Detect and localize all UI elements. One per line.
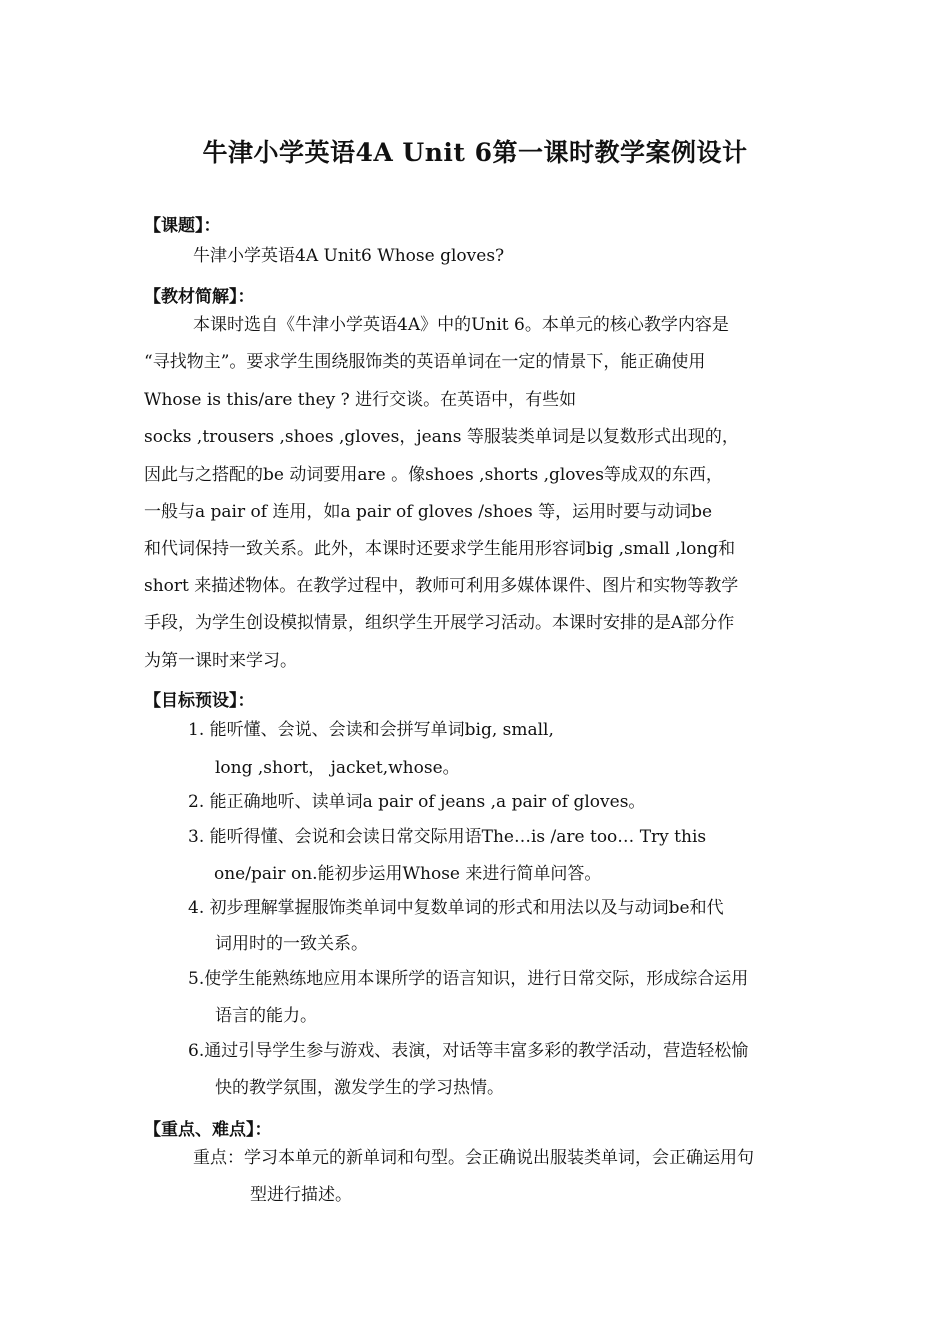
material-line: Whose is this/are they ? 进行交谈。在英语中，有些如 [144,390,577,410]
page-title: 牛津小学英语4A Unit 6第一课时教学案例设计 [202,138,748,167]
material-line: 手段，为学生创设模拟情景，组织学生开展学习活动。本课时安排的是A部分作 [144,613,735,633]
keypoint-line: 重点：学习本单元的新单词和句型。会正确说出服装类单词，会正确运用句 [193,1148,754,1168]
goal-item-continuation: 语言的能力。 [215,1006,317,1026]
goal-item-continuation: one/pair on.能初步运用Whose 来进行简单问答。 [214,864,602,884]
material-line: socks ,trousers ,shoes ,gloves，jeans 等服装类单词是以复数形式出现的， [144,427,739,447]
material-line: 本课时选自《牛津小学英语4A》中的Unit 6。本单元的核心教学内容是 [193,315,729,335]
goal-item: 3. 能听得懂、会说和会读日常交际用语The…is /are too… Try this [188,827,707,847]
goal-item: 4. 初步理解掌握服饰类单词中复数单词的形式和用法以及与动词be和代 [188,898,724,918]
keypoint-line-continuation: 型进行描述。 [250,1185,352,1205]
section-heading-topic: 【课题】： [144,216,221,236]
topic-text: 牛津小学英语4A Unit6 Whose gloves? [193,246,505,266]
material-line: short 来描述物体。在教学过程中，教师可利用多媒体课件、图片和实物等教学 [144,576,739,596]
section-heading-material: 【教材简解】： [144,287,255,307]
goal-item: 6.通过引导学生参与游戏、表演，对话等丰富多彩的教学活动，营造轻松愉 [188,1041,749,1061]
goal-item-continuation: 词用时的一致关系。 [215,934,368,954]
goal-item: 1. 能听懂、会说、会读和会拼写单词big, small, [188,720,554,740]
goal-item: 5.使学生能熟练地应用本课所学的语言知识，进行日常交际，形成综合运用 [188,969,749,989]
material-line: 一般与a pair of 连用，如a pair of gloves /shoes 等，运用时要与动词be [144,502,713,522]
material-line: 和代词保持一致关系。此外，本课时还要求学生能用形容词big ,small ,long和 [144,539,736,559]
material-line: 为第一课时来学习。 [144,651,297,671]
goal-item: 2. 能正确地听、读单词a pair of jeans ,a pair of gloves。 [188,792,646,812]
section-heading-keypoints: 【重点、难点】： [144,1120,272,1140]
section-heading-goals: 【目标预设】： [144,691,255,711]
goal-item-continuation: 快的教学氛围，激发学生的学习热情。 [215,1078,504,1098]
goal-item-continuation: long ,short， jacket,whose。 [215,758,460,778]
material-line: “寻找物主”。要求学生围绕服饰类的英语单词在一定的情景下，能正确使用 [144,352,706,372]
material-line: 因此与之搭配的be 动词要用are 。像shoes ,shorts ,gloves等成双的东西， [144,465,723,485]
